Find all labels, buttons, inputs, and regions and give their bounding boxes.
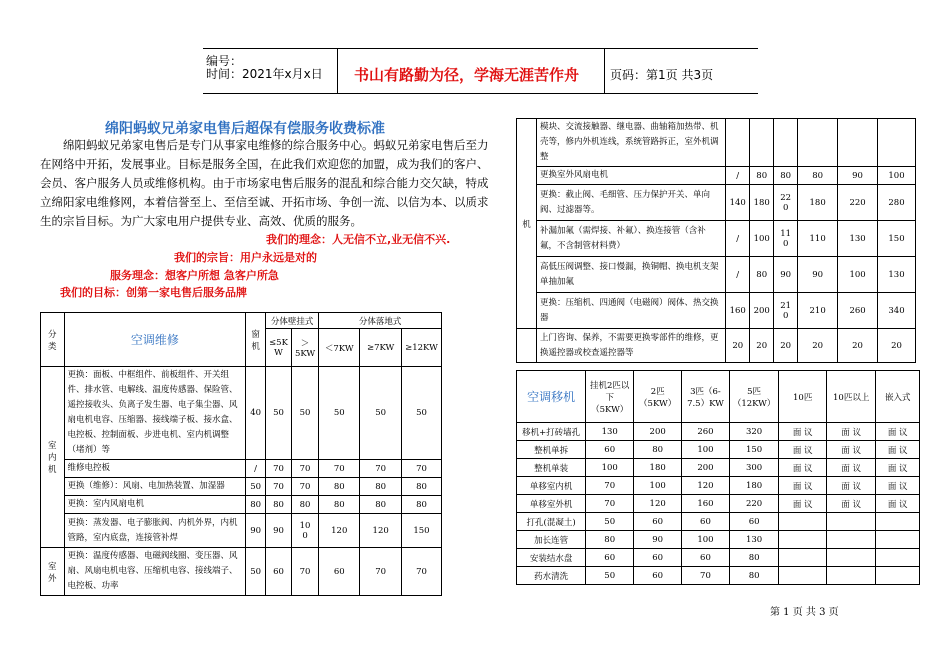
row-value: 60 [266,548,292,596]
row-value: 120 [319,514,360,548]
row-value: 面 议 [876,495,920,513]
row-value: 120 [360,514,402,548]
row-item: 补漏加氟（需焊接、补氟）、换连接管（含补氟，不含制管材料费） [536,221,725,257]
column-header: 2匹（5KW） [634,371,682,423]
row-item: 模块、交流接触器、继电器、曲轴箱加热带、机壳等，修内外机连线，系统管路拆正，室外机调整 [536,119,725,167]
row-value [750,119,774,167]
table-row [41,548,442,596]
row-value: 50 [319,367,360,460]
table-row [517,293,916,329]
subheader-lt7kw: ＜7KW [319,329,360,367]
table-row [41,478,442,496]
row-value: 100 [682,531,730,549]
row-value: 120 [634,495,682,513]
row-value: 60 [634,567,682,585]
row-value: 面 议 [876,441,920,459]
header-category: 分 类 [41,313,65,367]
row-value [826,513,875,531]
row-value: 80 [774,167,798,185]
row-value: / [246,460,266,478]
slogan-goal: 我们的目标：创第一家电售后服务品牌 [60,286,247,299]
repair-fee-table-left [40,312,442,596]
row-value: 160 [726,293,750,329]
header-top-rule [203,48,758,49]
row-value [838,119,878,167]
column-header: 10匹 [779,371,827,423]
row-item: 更换（维修）：风扇、电加热装置、加湿器 [64,478,246,496]
row-value [878,119,916,167]
document-time-label: 时间：2021年x月x日 [206,67,323,81]
row-item: 安装结水盘 [517,549,586,567]
row-value: 90 [774,257,798,293]
row-value: 80 [750,167,774,185]
row-value: 80 [729,567,779,585]
subheader-le5kw: ≤5K W [266,329,292,367]
row-value: 180 [798,185,838,221]
table-row [517,477,920,495]
row-value: 90 [838,167,878,185]
row-value: 130 [729,531,779,549]
indoor-unit-label: 室 内 机 [41,367,65,548]
row-item: 更换室外风扇电机 [536,167,725,185]
row-value: 200 [750,293,774,329]
row-value: 面 议 [779,495,827,513]
table-row [41,496,442,514]
page-footer: 第 1 页 共 3 页 [770,607,839,618]
row-value: 110 [798,221,838,257]
column-header: 挂机2匹以下（5KW） [586,371,634,423]
table-row [517,549,920,567]
row-value: 210 [798,293,838,329]
row-value: 80 [401,478,441,496]
row-value: 80 [360,496,402,514]
table-row [517,531,920,549]
row-value: 21 0 [774,293,798,329]
header-divider-right [604,48,605,93]
row-value: 70 [586,477,634,495]
column-header: 10匹以上 [826,371,875,423]
row-value: 80 [798,167,838,185]
row-value: 60 [682,513,730,531]
row-value: 70 [291,460,318,478]
row-value [876,513,920,531]
row-value: 100 [682,441,730,459]
relocation-fee-table [516,370,920,585]
row-value: 50 [586,513,634,531]
row-value: 50 [401,367,441,460]
slogan-service-idea: 服务理念：想客户所想 急客户所急 [110,269,279,282]
row-value: 90 [266,514,292,548]
row-value: 面 议 [826,423,875,441]
header-floor-standing: 分体落地式 [319,313,442,329]
row-value [826,567,875,585]
row-value [774,119,798,167]
row-value: 180 [750,185,774,221]
row-value: 90 [798,257,838,293]
row-item: 移机+打砖墙孔 [517,423,586,441]
row-value: 40 [246,367,266,460]
row-value: 80 [634,441,682,459]
row-value: 60 [729,513,779,531]
row-value [876,531,920,549]
row-value: 70 [360,460,402,478]
row-value: 70 [291,548,318,596]
row-value: 80 [266,496,292,514]
row-value: 50 [291,367,318,460]
row-value [826,549,875,567]
row-value: 面 议 [779,441,827,459]
row-value: 260 [682,423,730,441]
row-item: 更换：面板、中框组件、前板组件、开关组件、排水管、电解线、温度传感器、保险管、遥控接收头、负离子发生器、电子集尘器、风扇电机电容、压缩器、接线端子板、接水盒、电控板、控制面板、步进电机、室内机调整（堵剂）等 [64,367,246,460]
row-value: 70 [266,478,292,496]
row-item: 更换：压缩机、四通阀（电磁阀）阀体、热交换器 [536,293,725,329]
row-value [779,513,827,531]
blank-cell [517,329,537,363]
row-item: 高低压阀调整、接口慢漏，换铜帽、换电机支架 单抽加氟 [536,257,725,293]
row-value: 20 [750,329,774,363]
row-value: 60 [586,441,634,459]
table-row [517,167,916,185]
row-value: 260 [838,293,878,329]
row-value: 100 [838,257,878,293]
row-value: 150 [878,221,916,257]
column-header: 嵌入式 [876,371,920,423]
row-item: 单移室外机 [517,495,586,513]
row-value [826,531,875,549]
row-value [779,567,827,585]
header-window-unit: 窗 机 [246,313,266,367]
row-value: 50 [586,567,634,585]
column-header: 5匹（12KW） [729,371,779,423]
row-value: 80 [360,478,402,496]
row-value: 面 议 [779,477,827,495]
row-value: 70 [360,548,402,596]
row-item: 整机单装 [517,459,586,477]
row-value: 80 [246,496,266,514]
row-value: 70 [291,478,318,496]
row-item: 更换：室内风扇电机 [64,496,246,514]
row-value: 300 [729,459,779,477]
row-value: 80 [319,496,360,514]
row-value: 100 [750,221,774,257]
intro-paragraph: 绵阳蚂蚁兄弟家电售后是专门从事家电维修的综合服务中心。蚂蚁兄弟家电售后至力在网络中开拓，发展事业。目标是服务全国，在此我们欢迎您的加盟，成为我们的客户、会员、客户服务人员或维修机构。由于市场家电售后服务的混乱和综合能力交欠缺，特成立绵阳家电维修网，本着信誉至上、至信至诚、开拓市场、争创一流、以信为本、以质求生的宗旨目标。为广大家电用户提供专业、高效、优质的服务。 [40,138,489,228]
table-row [41,514,442,548]
row-value [779,531,827,549]
row-item: 整机单拆 [517,441,586,459]
row-value: 70 [586,495,634,513]
header-bottom-rule [203,93,758,94]
row-value: 50 [360,367,402,460]
row-value: / [726,167,750,185]
row-value: 200 [634,423,682,441]
row-value: 20 [726,329,750,363]
row-value [779,549,827,567]
row-value: 150 [401,514,441,548]
row-value: 20 [878,329,916,363]
row-value: 面 议 [779,423,827,441]
row-item: 维修电控板 [64,460,246,478]
table-row [517,257,916,293]
row-value: 60 [634,549,682,567]
row-value: 60 [682,549,730,567]
row-item: 更换：蒸发器、电子膨胀阀、内机外界，内机管路，室内底盘，连接管补焊 [64,514,246,548]
row-value: 80 [319,478,360,496]
row-value: 100 [586,459,634,477]
row-value: 180 [634,459,682,477]
table-row [517,495,920,513]
table-row [517,441,920,459]
row-value: 10 0 [291,514,318,548]
row-value: 130 [878,257,916,293]
table-row [517,221,916,257]
row-value: 130 [586,423,634,441]
row-value: 60 [634,513,682,531]
row-value [726,119,750,167]
table-row [41,367,442,460]
table-row [517,423,920,441]
row-value: 70 [319,460,360,478]
row-item: 更换：截止阀、毛细管、压力保护开关、单向阀、过滤器等。 [536,185,725,221]
table-row [517,185,916,221]
header-divider-left [337,48,338,93]
row-value: 80 [291,496,318,514]
row-value: 70 [266,460,292,478]
row-value: 220 [838,185,878,221]
row-item: 上门咨询、保养，不需要更换零部件的维修，更换遥控器或校查遥控器等 [536,329,725,363]
row-value [876,549,920,567]
row-value: 60 [319,548,360,596]
row-value: 50 [246,478,266,496]
row-value: 80 [586,531,634,549]
table-row [517,513,920,531]
document-title: 绵阳蚂蚁兄弟家电售后超保有偿服务收费标准 [105,121,385,137]
row-value: 70 [682,567,730,585]
row-value: 90 [246,514,266,548]
row-value: 20 [774,329,798,363]
subheader-ge7kw: ≥7KW [360,329,402,367]
row-value: 100 [634,477,682,495]
row-value [798,119,838,167]
outdoor-unit-label: 室 外 [41,548,65,596]
row-value: 面 议 [876,423,920,441]
subheader-ge12kw: ≥12KW [401,329,441,367]
table-row [41,460,442,478]
subheader-gt5kw: ＞ 5KW [291,329,318,367]
row-value: 200 [682,459,730,477]
row-value [876,567,920,585]
row-value: 20 [798,329,838,363]
row-value: 60 [586,549,634,567]
table-row [517,329,916,363]
row-value: 11 0 [774,221,798,257]
row-item: 药水清洗 [517,567,586,585]
row-item: 单移室内机 [517,477,586,495]
row-value: / [726,257,750,293]
row-value: 280 [878,185,916,221]
row-value: 20 [838,329,878,363]
repair-fee-table-right [516,118,916,363]
row-item: 加长连管 [517,531,586,549]
row-value: 340 [878,293,916,329]
row-value: 100 [878,167,916,185]
row-value: 70 [401,548,441,596]
row-value: 面 议 [876,477,920,495]
column-header: 3匹（6-7.5）KW [682,371,730,423]
slogan-purpose: 我们的宗旨：用户永远是对的 [174,251,317,264]
table-row [517,119,916,167]
row-item: 打孔(混凝土) [517,513,586,531]
row-value: 320 [729,423,779,441]
row-value: 80 [729,549,779,567]
row-value: 90 [634,531,682,549]
header-wall-mounted: 分体壁挂式 [266,313,319,329]
slogan-philosophy: 我们的理念：人无信不立,业无信不兴. [266,233,451,246]
header-motto: 书山有路勤为径，学海无涯苦作舟 [354,66,580,84]
header-repair-title: 空调维修 [64,313,246,367]
row-value: 面 议 [826,477,875,495]
row-value: 面 议 [826,441,875,459]
row-value: 80 [401,496,441,514]
document-number-label: 编号： [206,54,243,68]
row-value: 130 [838,221,878,257]
row-value: / [726,221,750,257]
row-value: 面 议 [826,459,875,477]
relocation-title: 空调移机 [517,371,586,423]
row-value: 面 议 [826,495,875,513]
row-item: 更换：温度传感器、电磁阀线圈、变压器、风扇、风扇电机电容、压缩机电容、接线端子、电控板、功率 [64,548,246,596]
row-value: 150 [729,441,779,459]
row-value: 面 议 [779,459,827,477]
row-value: 220 [729,495,779,513]
outdoor-machine-label: 机 [517,119,537,329]
row-value: 50 [266,367,292,460]
row-value: 70 [401,460,441,478]
row-value: 50 [246,548,266,596]
row-value: 140 [726,185,750,221]
row-value: 160 [682,495,730,513]
table-row [517,459,920,477]
row-value: 面 议 [876,459,920,477]
row-value: 22 0 [774,185,798,221]
row-value: 80 [750,257,774,293]
table-row [517,567,920,585]
row-value: 120 [682,477,730,495]
header-page-info: 页码：第1页 共3页 [610,68,714,82]
row-value: 180 [729,477,779,495]
